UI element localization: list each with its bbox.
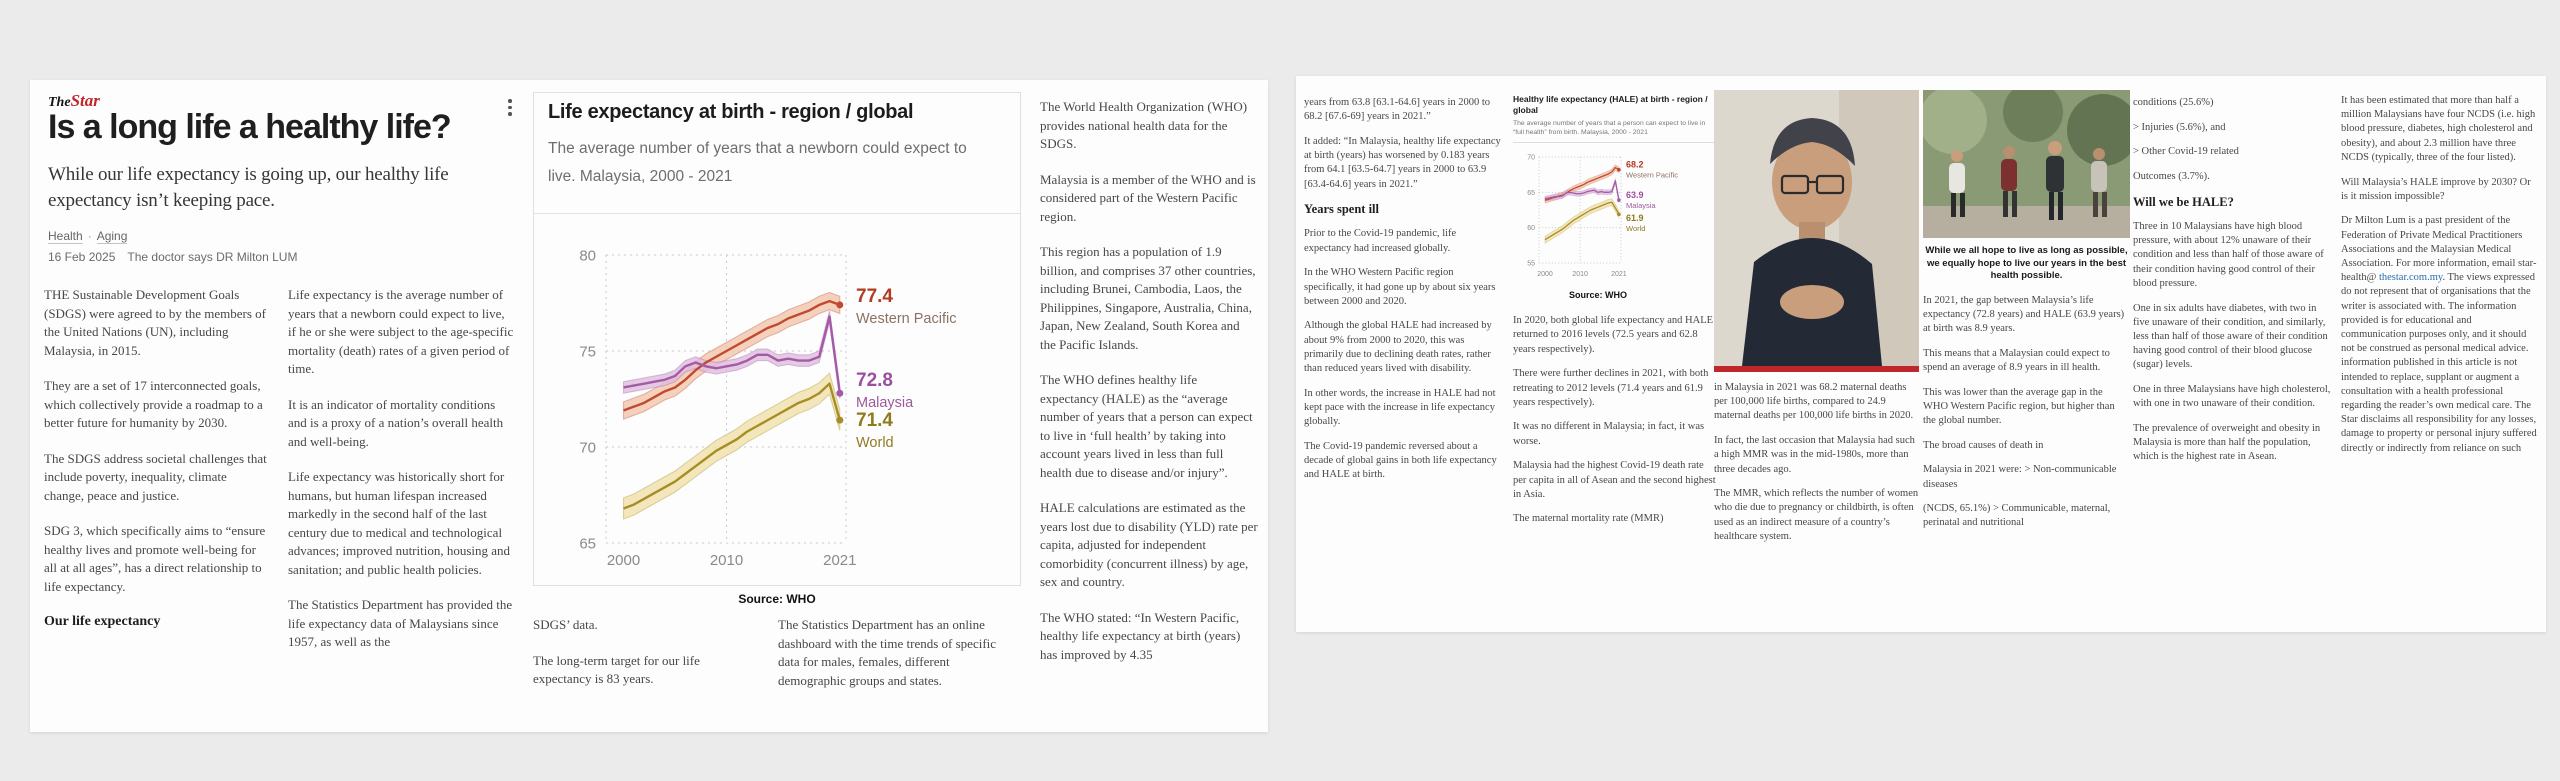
article-paragraph: Dr Milton Lum is a past president of the Federation of Private Medical Practitioners Associations and the Malaysian Medical Association. For more information, email star-health@ thestar.com.my. The views expressed do not represent that of organisations that the writer is associated with. The information provided is for educational and communication purposes only, and it should not be construed as personal medical advice. information published in this article is not intended to replace, supplant or augment a consultation with a health professional regarding the reader’s own medical care. The Star disclaims all responsibility for any losses, damage to property or personal injury suffered directly or indirectly from reliance on such [2341, 215, 2537, 454]
article-paragraph: Malaysia had the highest Covid-19 death rate per capita in all of Asean and the second highest in Asia. [1513, 460, 1716, 500]
article-paragraph: It was no different in Malaysia; in fact, it was worse. [1513, 421, 1705, 447]
section-heading: Years spent ill [1304, 202, 1379, 217]
article-paragraph: Malaysia in 2021 were: > Non-communicable diseases [1923, 464, 2117, 490]
svg-text:65: 65 [579, 535, 596, 553]
article-paragraph: The World Health Organization (WHO) provides national health data for the SDGS. [1040, 99, 1248, 151]
article-paragraph: conditions (25.6%) [2133, 97, 2214, 108]
category-aging-link[interactable]: Aging [96, 229, 128, 243]
category-health-link[interactable]: Health [48, 229, 83, 243]
life-expectancy-chart-card [533, 92, 1021, 586]
article-paragraph: In 2020, both global life expectancy and HALE returned to 2016 levels (72.5 years and 62.8 years respectively). [1513, 315, 1714, 355]
article-paragraph: Outcomes (3.7%). [2133, 171, 2210, 183]
article-paragraph: Three in 10 Malaysians have high blood pressure, with about 12% unaware of their condition and less than half of those aware of their condition having good control of their blood pressure. [2133, 221, 2324, 289]
article-paragraph: Life expectancy is the average number of years that a newborn could expect to live, if he or she were subject to the age-specific mortality (death) rates of a given period of time. [288, 287, 514, 376]
section-heading: Our life expectancy [44, 614, 161, 629]
svg-text:2010: 2010 [1572, 271, 1588, 278]
article-paragraph: One in six adults have diabetes, with two in five unaware of their condition, and similarly, less than half of those aware of their condition having good control of their blood glucose (sugar) levels. [2133, 302, 2328, 371]
article-paragraph: One in three Malaysians have high cholesterol, with one in two unaware of their condition. [2133, 384, 2331, 410]
article-paragraph: This was lower than the average gap in the WHO Western Pacific region, but higher than the global number. [1923, 386, 2115, 426]
article-paragraph: Although the global HALE had increased by about 9% from 2000 to 2020, this was primarily due to declining death rates, rather than reduced years lived with disability. [1304, 320, 1492, 375]
svg-text:2010: 2010 [709, 552, 744, 569]
svg-text:Western Pacific: Western Pacific [1626, 170, 1678, 180]
svg-text:2021: 2021 [823, 552, 857, 569]
doctor-portrait-photo [1714, 90, 1919, 366]
logo-the: The [48, 95, 71, 110]
article-paragraph: The prevalence of overweight and obesity in Malaysia is more than half the population, which is the highest rate in Asean. [2133, 422, 2321, 463]
article-paragraph: It is an indicator of mortality conditions and is a proxy of a nation’s overall health and well-being. [288, 396, 504, 449]
article-paragraph: (NCDS, 65.1%) > Communicable, maternal, perinatal and nutritional [1923, 503, 2111, 529]
svg-text:70: 70 [579, 439, 596, 457]
svg-text:65: 65 [1527, 189, 1535, 197]
byline [48, 250, 297, 264]
article-paragraph: Life expectancy was historically short for humans, but human lifespan increased markedly in the second half of the last century due to medical and technological advances; improved nutrition, housing and sanitation; and public health policies. [288, 469, 511, 577]
svg-text:80: 80 [579, 247, 596, 265]
article-paragraph: In other words, the increase in HALE had not kept pace with the increase in life expectancy globally. [1304, 387, 1496, 428]
author-line: The doctor says DR Milton LUM [127, 250, 298, 264]
article-column-11 [2341, 94, 2539, 626]
article-column-6 [1304, 96, 1506, 620]
article-subhead: While our life expectancy is going up, our healthy life expectancy isn’t keeping pace. [48, 164, 449, 211]
svg-text:Malaysia: Malaysia [856, 395, 914, 412]
article-paragraph: The WHO stated: “In Western Pacific, healthy life expectancy at birth (years) has improved by 4.35 [1040, 609, 1241, 662]
article-paragraph: In fact, the last occasion that Malaysia had such a high MMR was in the mid-1980s, more than three decades ago. [1714, 435, 1915, 475]
article-paragraph: > Injuries (5.6%), and [2133, 121, 2226, 133]
article-paragraph: They are a set of 17 interconnected goals, which collectively provide a roadmap to a better future for humanity by 2030. [44, 378, 263, 430]
article-paragraph: The SDGS address societal challenges that include poverty, inequality, climate change, peace and justice. [44, 450, 267, 503]
article-paragraph: This means that a Malaysian could expect to spend an average of 8.9 years in ill health. [1923, 347, 2110, 373]
article-paragraph: SDGS’ data. [533, 617, 598, 632]
article-paragraph: The broad causes of death in [1923, 439, 2044, 451]
article-column-4 [778, 616, 1006, 722]
svg-text:71.4: 71.4 [856, 410, 893, 432]
article-paragraph: > Other Covid-19 related [2133, 146, 2239, 158]
article-paragraph: Prior to the Covid-19 pandemic, life expectancy had increased globally. [1304, 228, 1457, 254]
article-column-2 [288, 286, 514, 722]
article-paragraph: The WHO defines healthy life expectancy (HALE) as the “average number of years that a person can expect to live in ‘full health’ by taking into account years lived in less than full health due to disease and/or injury”. [1040, 372, 1253, 480]
article-headline: Is a long life a healthy life? [48, 108, 451, 146]
article-paragraph: years from 63.8 [63.1-64.6] years in 2000 to 68.2 [67.6-69] years in 2021.” [1304, 97, 1491, 123]
article-paragraph: in Malaysia in 2021 was 68.2 maternal deaths per 100,000 life births, compared to 24.9 maternal deaths per 100,000 life births in 2020. [1714, 382, 1914, 422]
svg-text:77.4: 77.4 [856, 285, 893, 307]
life-expectancy-chart [534, 214, 1020, 586]
article-paragraph: This region has a population of 1.9 billion, and comprises 37 other countries, including Brunei, Cambodia, Laos, the Philippines, Singapore, Australia, China, Japan, New Zealand, South Korea and the Pacific Islands. [1040, 244, 1256, 352]
article-paragraph: The MMR, which reflects the number of women who die due to pregnancy or childbirth, is often used as an indirect measure of a country’s healthcare system. [1714, 488, 1919, 542]
column-8-text [1714, 381, 1919, 544]
publish-date: 16 Feb 2025 [48, 250, 116, 264]
article-paragraph: In the WHO Western Pacific region specifically, it had gone up by about six years between 2000 and 2020. [1304, 267, 1496, 307]
svg-text:World: World [1626, 224, 1646, 234]
thestar-email-link[interactable]: thestar.com.my [2378, 272, 2443, 284]
article-paragraph: The long-term target for our life expectancy is 83 years. [533, 652, 700, 686]
svg-text:72.8: 72.8 [856, 370, 893, 392]
column-9-text [1923, 294, 2130, 531]
article-paragraph: There were further declines in 2021, with both retreating to 2012 levels (71.4 years and 61.9 years respectively). [1513, 368, 1709, 408]
svg-text:61.9: 61.9 [1626, 213, 1644, 224]
walking-people-photo [1923, 90, 2130, 238]
chart-source: Source: WHO [738, 592, 816, 606]
category-links [48, 229, 127, 243]
hale-chart-subtitle: The average number of years that a person can expect to live in “full health” from birth. Malaysia, 2000 - 2021 [1513, 120, 1706, 136]
photo-caption: While we all hope to live as long as possible, we equally hope to live our years in the best health possible. [1925, 245, 2128, 281]
article-column-7 [1513, 94, 1717, 624]
article-paragraph: It added: “In Malaysia, healthy life expectancy at birth (years) has worsened by 0.183 years from 64.1 [63.5-64.7] years in 2000 to 63.9 [63.4-64.6] years in 2021.” [1304, 135, 1501, 190]
svg-text:60: 60 [1527, 225, 1535, 233]
svg-text:63.9: 63.9 [1626, 190, 1644, 201]
article-column-10 [2133, 96, 2334, 624]
article-card-right [1296, 76, 2546, 632]
hale-chart-title: Healthy life expectancy (HALE) at birth - region / global [1513, 94, 1708, 115]
article-column-5 [1040, 98, 1258, 720]
hale-chart [1513, 145, 1717, 285]
chart-title: Life expectancy at birth - region / global [548, 101, 914, 123]
article-paragraph: The maternal mortality rate (MMR) [1513, 513, 1664, 525]
chart-subtitle: The average number of years that a newborn could expect to live. Malaysia, 2000 - 2021 [548, 140, 967, 185]
svg-text:75: 75 [579, 343, 596, 361]
category-separator: · [87, 229, 92, 243]
svg-text:70: 70 [1527, 154, 1535, 162]
article-paragraph: The Covid-19 pandemic reversed about a decade of global gains in both life expectancy and HALE at birth. [1304, 440, 1497, 481]
column-7-text [1513, 314, 1717, 526]
section-heading: Will we be HALE? [2133, 194, 2234, 209]
article-column-8 [1714, 90, 1919, 624]
article-paragraph: Malaysia is a member of the WHO and is considered part of the Western Pacific region. [1040, 171, 1256, 224]
svg-text:Western Pacific: Western Pacific [856, 310, 957, 327]
svg-text:68.2: 68.2 [1626, 159, 1644, 170]
article-paragraph: HALE calculations are estimated as the years lost due to disability (YLD) rate per capita, adjusted for independent comorbidity (concurrent illness) by age, sex and country. [1040, 500, 1258, 589]
svg-text:Malaysia: Malaysia [1626, 201, 1656, 211]
article-paragraph: The Statistics Department has an online dashboard with the time trends of specific data for males, females, different demographic groups and states. [778, 617, 997, 688]
article-paragraph: Will Malaysia’s HALE improve by 2030? Or is it mission impossible? [2341, 176, 2531, 202]
article-paragraph: In 2021, the gap between Malaysia’s life expectancy (72.8 years) and HALE (63.9 years) at birth was 8.9 years. [1923, 294, 2125, 334]
article-paragraph: It has been estimated that more than half a million Malaysians have four NCDS (i.e. high blood pressure, diabetes, high cholesterol and obesity), and about 2.3 million have three NCDS (typically, three of the four listed). [2341, 95, 2536, 163]
svg-text:2000: 2000 [606, 552, 641, 569]
article-paragraph: SDG 3, which specifically aims to “ensure healthy lives and promote well-being for all at all ages”, has a direct relationship to life expectancy. [44, 523, 266, 594]
photo-accent-bar [1714, 366, 1919, 372]
hale-chart-source: Source: WHO [1568, 290, 1627, 300]
article-column-1 [44, 286, 270, 722]
logo-star: Star [70, 91, 100, 110]
article-card-left [30, 80, 1268, 732]
article-column-3 [533, 616, 738, 722]
svg-text:55: 55 [1527, 260, 1535, 268]
hale-chart-divider [1513, 142, 1717, 143]
hale-chart-card [1513, 94, 1717, 285]
svg-text:World: World [856, 435, 894, 452]
svg-text:2021: 2021 [1611, 271, 1627, 278]
svg-text:2000: 2000 [1537, 271, 1553, 278]
article-paragraph: The Statistics Department has provided the life expectancy data of Malaysians since 1957, as well as the [288, 597, 513, 649]
article-column-9 [1923, 90, 2130, 624]
article-paragraph: THE Sustainable Development Goals (SDGS) were agreed to by the members of the United Nations (UN), including Malaysia, in 2015. [44, 287, 267, 358]
